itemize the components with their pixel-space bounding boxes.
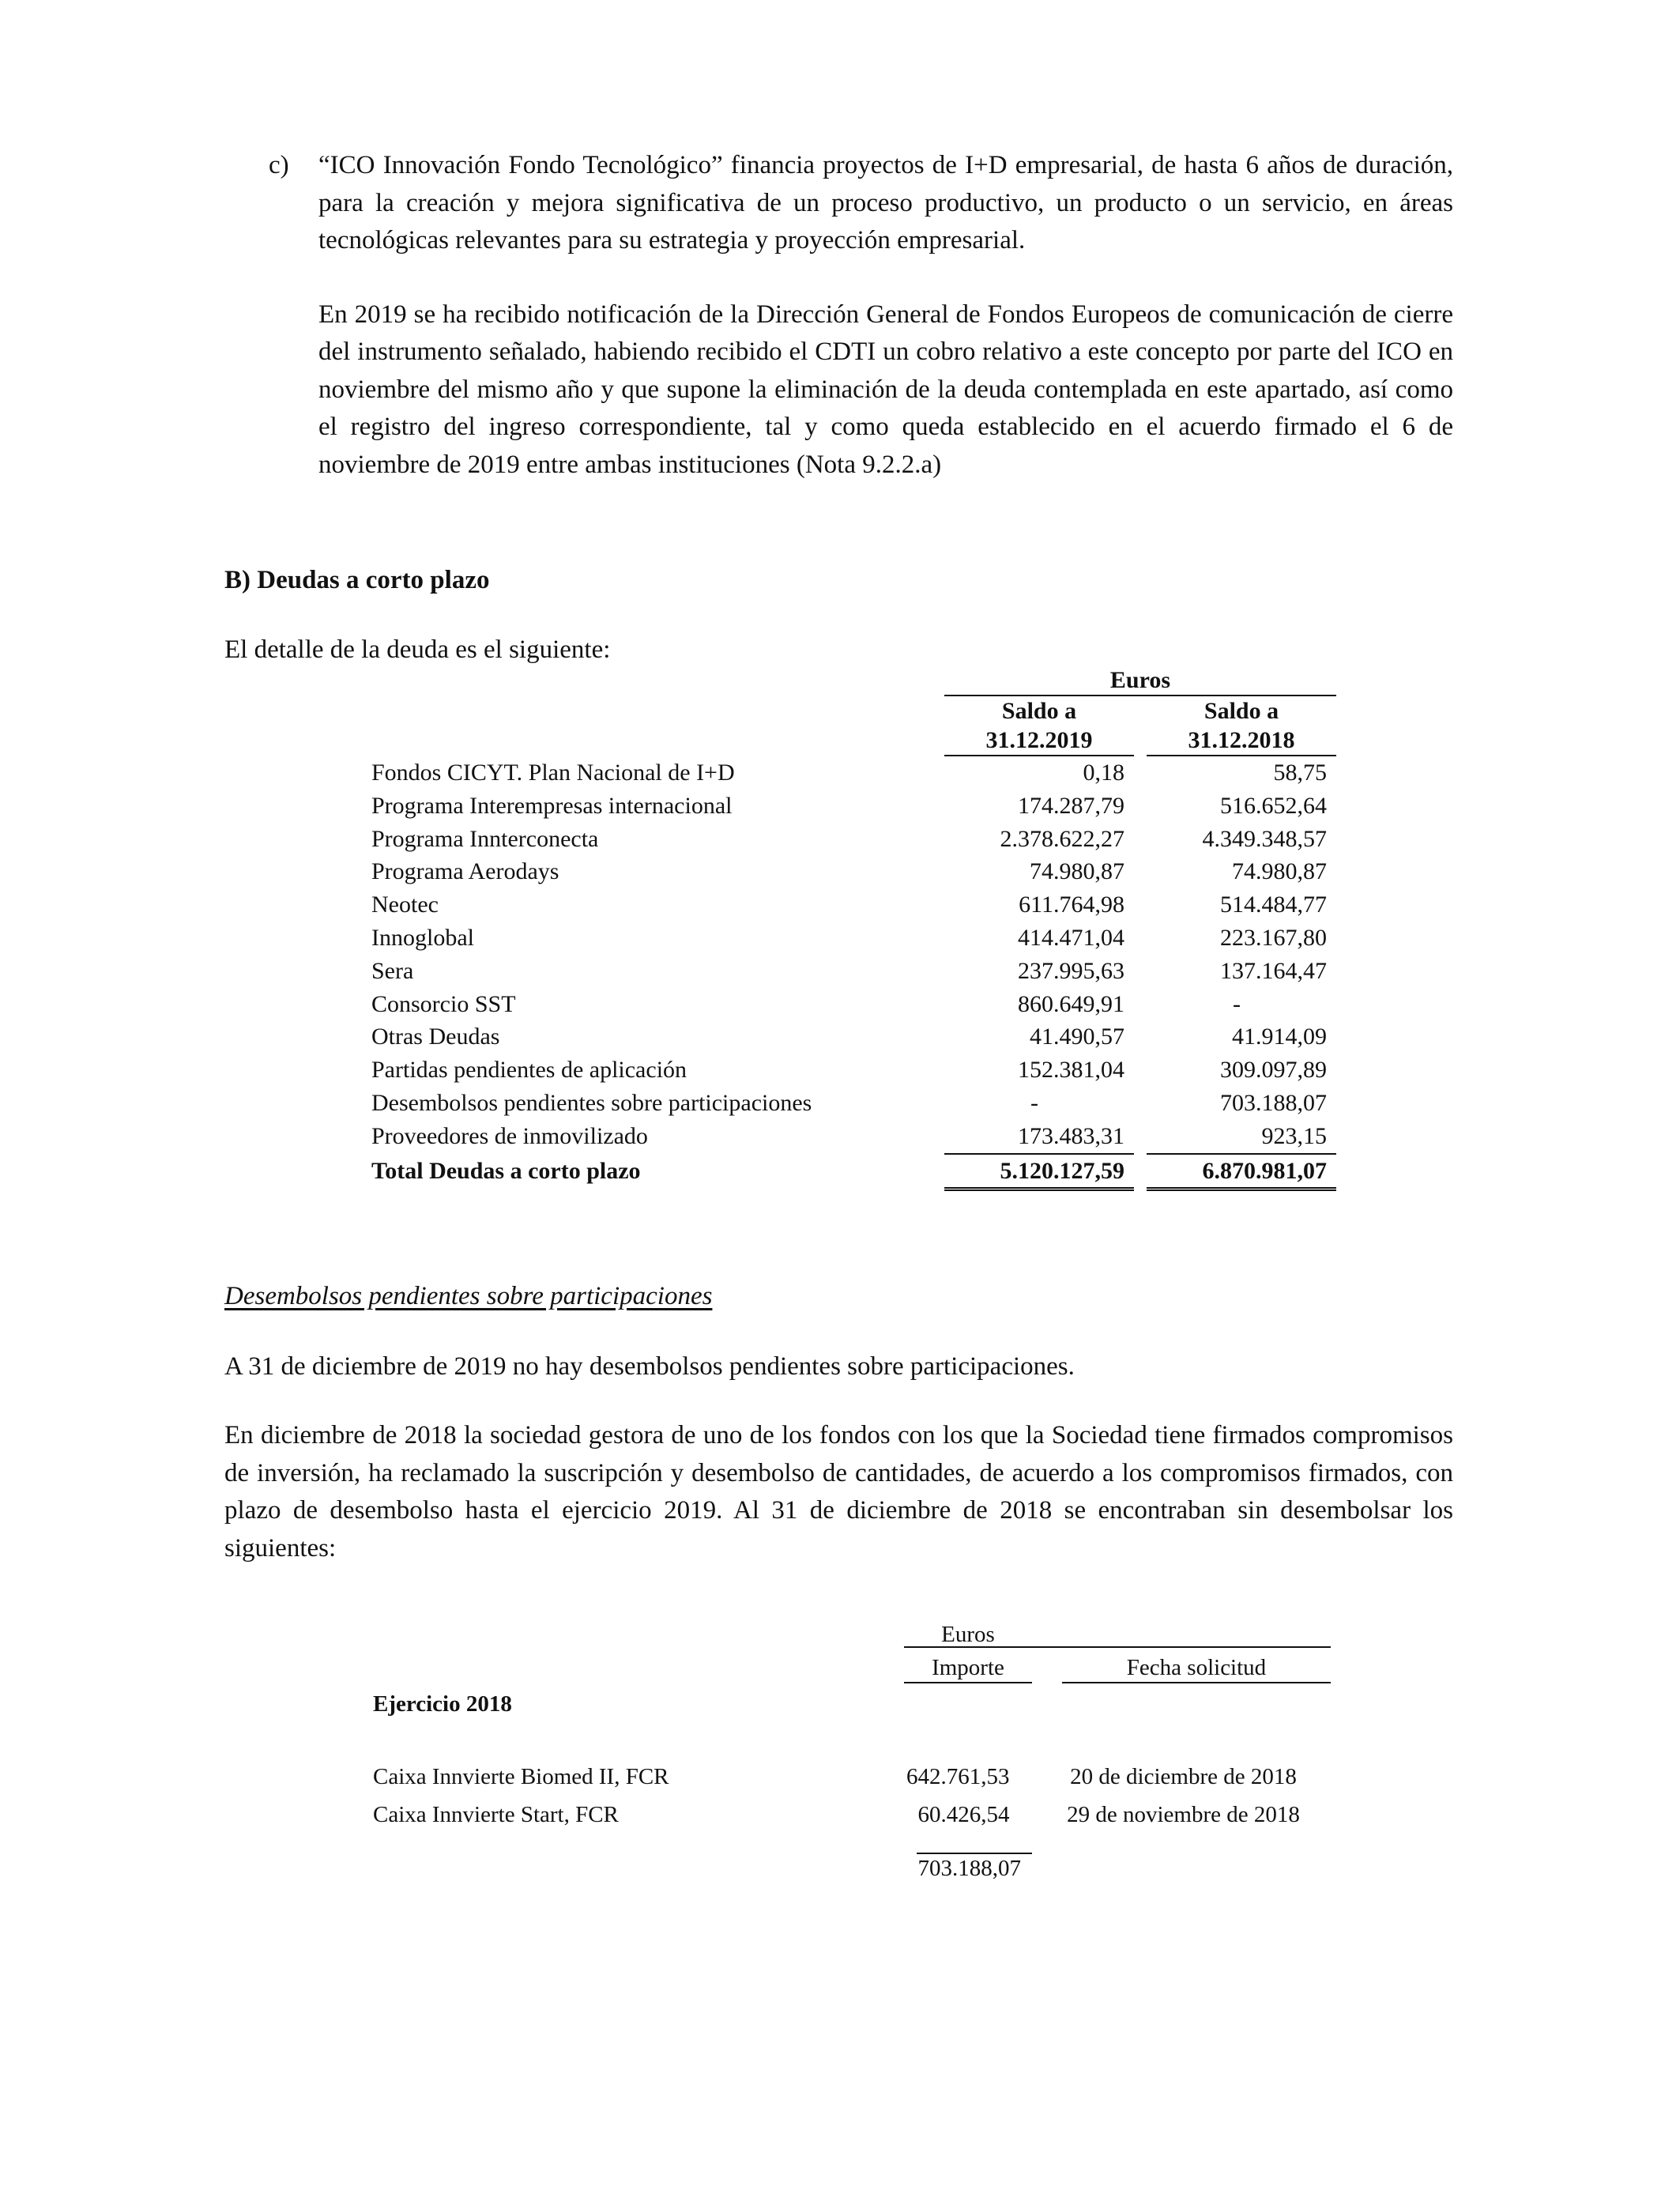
subtotal-rule: [917, 1853, 1032, 1854]
value-2019: 2.378.622,27: [1000, 825, 1124, 852]
header-rule: [904, 1682, 1032, 1683]
table-row: [371, 1120, 1336, 1154]
value-2019: 237.995,63: [1018, 957, 1124, 984]
table-header-row: [371, 726, 1336, 756]
value-2018: 74.980,87: [1232, 858, 1327, 885]
table-header-row: [371, 665, 1336, 696]
table-row: [371, 1020, 1336, 1054]
table-row: [371, 823, 1336, 856]
row-label: Desembolsos pendientes sobre participaciones: [371, 1089, 812, 1116]
row-label: Fondos CICYT. Plan Nacional de I+D: [371, 759, 735, 786]
value-2019: 41.490,57: [1030, 1023, 1124, 1050]
total-label: Total Deudas a corto plazo: [371, 1158, 641, 1185]
table-row: [371, 1087, 1336, 1120]
value-2018: 514.484,77: [1220, 892, 1327, 918]
value-2018: 703.188,07: [1220, 1089, 1327, 1116]
table-row: [371, 1054, 1336, 1087]
currency-header: Euros: [941, 1622, 995, 1647]
table-row: [371, 790, 1336, 823]
table-row: [371, 955, 1336, 988]
value-2019: 0,18: [1083, 760, 1124, 786]
fund-request-date: 29 de noviembre de 2018: [1067, 1801, 1300, 1827]
row-label: Consorcio SST: [371, 990, 516, 1017]
table-header-row: [371, 696, 1336, 726]
value-2018: 58,75: [1273, 760, 1327, 786]
value-2019: 860.649,91: [1018, 990, 1124, 1017]
value-2018: 923,15: [1147, 1120, 1336, 1154]
table-row: [371, 888, 1336, 922]
paragraph: En diciembre de 2018 la sociedad gestora de uno de los fondos con los que la Sociedad tiene firmados compromisos de inversión, ha reclamado la suscripción y desembolso de cantidades, de acuerdo a los compromisos firmados, con plazo de desembolso hasta el ejercicio 2019. Al 31 de diciembre de 2018 se encontraban sin desembolsar los siguientes:: [224, 1421, 1453, 1563]
value-2019: 152.381,04: [1018, 1057, 1124, 1084]
fund-amount: 60.426,54: [917, 1801, 1010, 1827]
value-2018: 223.167,80: [1220, 924, 1327, 951]
column-header: 31.12.2019: [944, 726, 1134, 756]
value-2019: 74.980,87: [1030, 858, 1124, 885]
row-label: Neotec: [371, 892, 439, 918]
row-label: Partidas pendientes de aplicación: [371, 1057, 687, 1084]
value-2019: 173.483,31: [944, 1120, 1134, 1154]
value-2019: 611.764,98: [1019, 892, 1124, 918]
fund-request-date: 20 de diciembre de 2018: [1070, 1763, 1297, 1789]
column-header: Saldo a: [1001, 698, 1077, 724]
header-rule: [904, 1646, 1032, 1648]
row-label: Innoglobal: [371, 924, 474, 951]
column-header: Importe: [932, 1655, 1004, 1680]
column-header: Fecha solicitud: [1126, 1655, 1267, 1680]
section-heading: B) Deudas a corto plazo: [224, 566, 490, 594]
fund-name: Caixa Innvierte Start, FCR: [373, 1801, 619, 1827]
currency-header: Euros: [944, 665, 1336, 696]
total-value-2018: 6.870.981,07: [1147, 1154, 1336, 1189]
paragraph-block: [224, 1417, 1453, 1567]
column-header: 31.12.2018: [1147, 726, 1336, 756]
header-rule: [1062, 1682, 1331, 1683]
table-row: [371, 855, 1336, 888]
value-2018: 137.164,47: [1220, 957, 1327, 984]
table-row: [371, 756, 1336, 790]
table-row: [373, 1796, 1318, 1834]
header-rule: [1032, 1646, 1331, 1648]
section-title: Desembolsos pendientes sobre participaciones: [224, 1282, 713, 1310]
table-total-row: [371, 1154, 1336, 1189]
list-marker: c): [269, 151, 289, 179]
row-label: Programa Interempresas internacional: [371, 792, 733, 819]
fund-name: Caixa Innvierte Biomed II, FCR: [373, 1763, 669, 1789]
row-label: Programa Innterconecta: [371, 825, 599, 852]
value-2019: 174.287,79: [1018, 792, 1124, 819]
row-label: Proveedores de inmovilizado: [371, 1123, 648, 1150]
row-label: Programa Aerodays: [371, 858, 559, 885]
value-2019: -: [1030, 1089, 1038, 1116]
table-row: [373, 1758, 1318, 1796]
row-label: Sera: [371, 957, 414, 984]
value-2018: -: [1233, 990, 1241, 1017]
table-row: [371, 922, 1336, 955]
row-label: Otras Deudas: [371, 1023, 500, 1050]
fund-total: 703.188,07: [917, 1856, 1021, 1881]
column-header: Saldo a: [1203, 698, 1279, 724]
value-2018: 516.652,64: [1220, 792, 1327, 819]
debt-table: [371, 665, 1336, 1191]
fund-table: [373, 1758, 1318, 1834]
item-c-content: [318, 147, 1453, 484]
total-value-2019: 5.120.127,59: [944, 1154, 1134, 1189]
paragraph: A 31 de diciembre de 2019 no hay desembolsos pendientes sobre participaciones.: [224, 1352, 1075, 1381]
value-2018: 4.349.348,57: [1202, 825, 1327, 852]
paragraph: El detalle de la deuda es el siguiente:: [224, 635, 611, 664]
fund-amount: 642.761,53: [906, 1763, 1010, 1789]
value-2018: 309.097,89: [1220, 1057, 1327, 1084]
value-2018: 41.914,09: [1232, 1023, 1327, 1050]
paragraph: En 2019 se ha recibido notificación de la Dirección General de Fondos Europeos de comunicación de cierre del instrumento señalado, habiendo recibido el CDTI un cobro relativo a este concepto por parte del ICO en noviembre del mismo año y que supone la eliminación de la deuda contemplada en este apartado, así como el registro del ingreso correspondiente, tal y como queda establecido en el acuerdo firmado el 6 de noviembre de 2019 entre ambas instituciones (Nota 9.2.2.a): [318, 300, 1453, 479]
paragraph: “ICO Innovación Fondo Tecnológico” financia proyectos de I+D empresarial, de hasta 6 años de duración, para la creación y mejora significativa de un proceso productivo, un producto o un servicio, en áreas tecnológicas relevantes para su estrategia y proyección empresarial.: [318, 151, 1453, 254]
table-row: [371, 988, 1336, 1021]
value-2019: 414.471,04: [1018, 924, 1124, 951]
group-label: Ejercicio 2018: [373, 1691, 512, 1717]
